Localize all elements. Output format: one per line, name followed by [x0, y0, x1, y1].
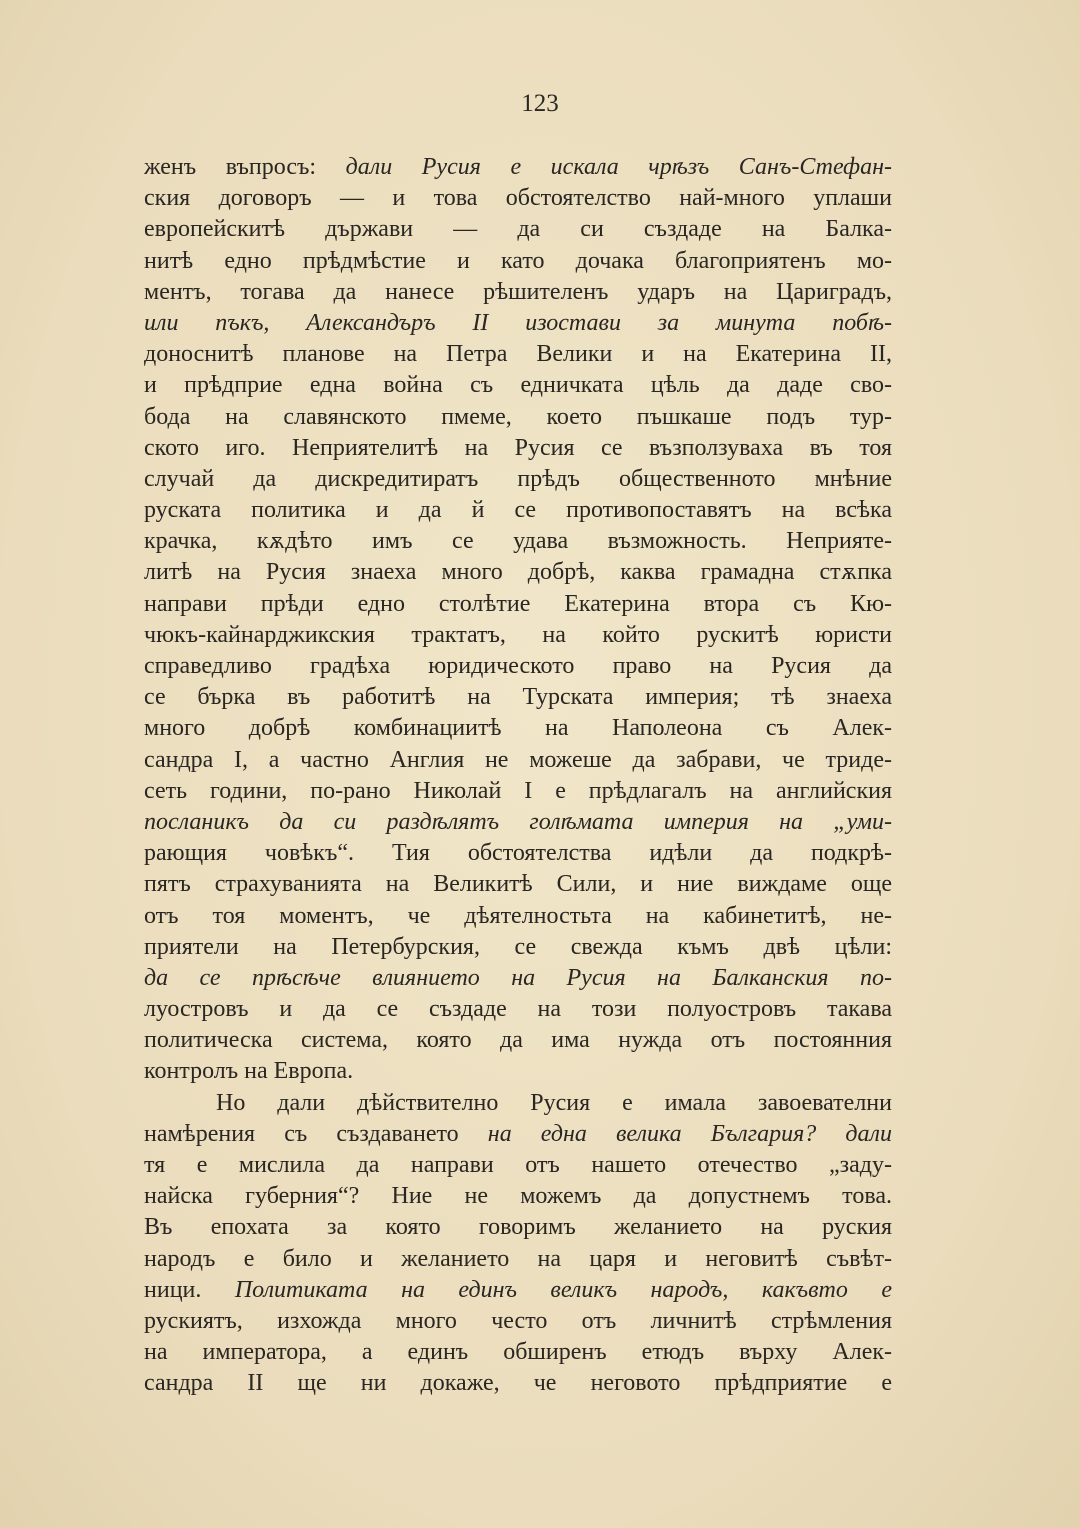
text-segment: чюкъ-кайнарджикския трактатъ, на който рускитѣ юристи	[144, 621, 892, 648]
text-line	[144, 214, 892, 245]
italic-text-segment: Политиката на единъ великъ народъ, какъвто е	[234, 1276, 892, 1303]
text-line	[144, 1056, 892, 1087]
text-line	[144, 1119, 892, 1150]
text-line	[144, 620, 892, 651]
text-segment: женъ въпросъ:	[144, 154, 346, 180]
text-line	[144, 402, 892, 433]
text-segment: ския договоръ — и това обстоятелство най-много уплаши	[144, 185, 892, 212]
text-segment: Но дали дѣйствително Русия е имала завоевателни	[216, 1089, 892, 1116]
text-line	[144, 682, 892, 713]
text-segment: много добрѣ комбинациитѣ на Наполеона съ Алек-	[144, 715, 892, 742]
text-line	[144, 557, 892, 588]
text-line	[144, 589, 892, 620]
text-segment: сандра II ще ни докаже, че неговото прѣдприятие е	[144, 1370, 892, 1397]
text-segment: нитѣ едно прѣдмѣстие и като дочака благоприятенъ мо-	[144, 247, 892, 274]
text-segment: ници.	[144, 1276, 235, 1303]
text-line	[144, 370, 892, 401]
text-line	[144, 838, 892, 869]
text-segment: доноснитѣ планове на Петра Велики и на Екатерина II,	[144, 341, 892, 368]
text-segment: на императора, а единъ обширенъ етюдъ върху Алек-	[144, 1339, 892, 1366]
text-segment: сандра I, а частно Англия не можеше да забрави, че триде-	[144, 746, 892, 773]
text-line	[144, 495, 892, 526]
page-number: 123	[521, 90, 559, 117]
text-segment: бода на славянското пмеме, което пъшкаше подъ тур-	[144, 403, 892, 430]
text-segment: литѣ на Русия знаеха много добрѣ, каква грамадна стѫпка	[144, 559, 892, 586]
text-line	[144, 1306, 892, 1337]
text-segment: рающия човѣкъ“. Тия обстоятелства идѣли да подкрѣ-	[144, 840, 892, 867]
text-segment: случай да дискредитиратъ прѣдъ общественното мнѣние	[144, 465, 892, 492]
text-line	[144, 277, 892, 308]
text-segment: приятели на Петербурския, се свежда къмъ двѣ цѣли:	[144, 933, 892, 960]
italic-text-segment: на една велика България? дали	[487, 1120, 893, 1147]
text-line	[144, 1337, 892, 1368]
text-line	[144, 183, 892, 214]
text-line	[144, 1088, 892, 1119]
text-line	[144, 1150, 892, 1181]
text-segment: справедливо градѣха юридическото право на Русия да	[144, 653, 892, 679]
text-segment: крачка, кѫдѣто имъ се удава възможность. Неприяте-	[144, 528, 892, 555]
text-line	[144, 713, 892, 744]
text-segment: се бърка въ работитѣ на Турската империя; тѣ знаеха	[144, 684, 892, 711]
text-line	[144, 901, 892, 932]
text-line	[144, 1181, 892, 1212]
text-segment: Въ епохата за която говоримъ желанието на руския	[144, 1214, 892, 1241]
text-line	[144, 433, 892, 464]
text-segment: руската политика и да й се противопоставятъ на всѣка	[144, 497, 892, 524]
text-segment: ското иго. Неприятелитѣ на Русия се възползуваха въ тоя	[144, 434, 892, 461]
body-text	[144, 152, 892, 1400]
text-line	[144, 963, 892, 994]
text-segment: европейскитѣ държави — да си създаде на Балка-	[144, 216, 892, 243]
text-line	[144, 1275, 892, 1306]
italic-text-segment: или пъкъ, Александъръ II изостави за минута побѣ-	[144, 309, 892, 336]
text-segment: пятъ страхуванията на Великитѣ Сили, и ние виждаме още	[144, 871, 892, 898]
text-line	[144, 464, 892, 495]
text-line	[144, 152, 892, 183]
italic-text-segment: да се прѣсѣче влиянието на Русия на Балканския по-	[144, 964, 892, 991]
text-line	[144, 526, 892, 557]
text-line	[144, 1244, 892, 1275]
text-segment: направи прѣди едно столѣтие Екатерина втора съ Кю-	[144, 590, 892, 617]
text-segment: тя е мислила да направи отъ нашето отечество „заду-	[144, 1152, 892, 1178]
text-segment: найска губерния“? Ние не можемъ да допустнемъ това.	[144, 1183, 892, 1210]
text-line	[144, 745, 892, 776]
text-line	[144, 807, 892, 838]
text-line	[144, 869, 892, 900]
text-line	[144, 932, 892, 963]
text-segment: сеть години, по-рано Николай I е прѣдлагалъ на английския	[144, 777, 892, 804]
text-line	[144, 246, 892, 277]
text-segment: луостровъ и да се създаде на този полуостровъ такава	[144, 996, 892, 1023]
text-segment: намѣрения съ създаването	[144, 1120, 488, 1147]
text-segment: и прѣдприе една война съ едничката цѣль да даде сво-	[144, 372, 892, 399]
text-line	[144, 776, 892, 807]
text-segment: политическа система, която да има нужда отъ постоянния	[144, 1027, 892, 1054]
text-line	[144, 651, 892, 682]
text-segment: народъ е било и желанието на царя и неговитѣ съвѣт-	[144, 1245, 892, 1272]
text-line	[144, 1368, 892, 1399]
text-segment: рускиятъ, изхожда много често отъ личнитѣ стрѣмления	[144, 1307, 892, 1334]
text-line	[144, 994, 892, 1025]
text-segment: ментъ, тогава да нанесе рѣшителенъ ударъ на Цариградъ,	[144, 278, 892, 305]
text-segment: отъ тоя моментъ, че дѣятелностьта на кабинетитѣ, не-	[144, 902, 892, 929]
italic-text-segment: дали Русия е искала чрѣзъ Санъ-Стефан-	[345, 154, 892, 180]
italic-text-segment: посланикъ да си раздѣлятъ голѣмата империя на „уми-	[144, 808, 892, 835]
text-segment: контролъ на Европа.	[144, 1058, 354, 1085]
text-line	[144, 308, 892, 339]
text-line	[144, 1212, 892, 1243]
text-line	[144, 1025, 892, 1056]
text-line	[144, 339, 892, 370]
